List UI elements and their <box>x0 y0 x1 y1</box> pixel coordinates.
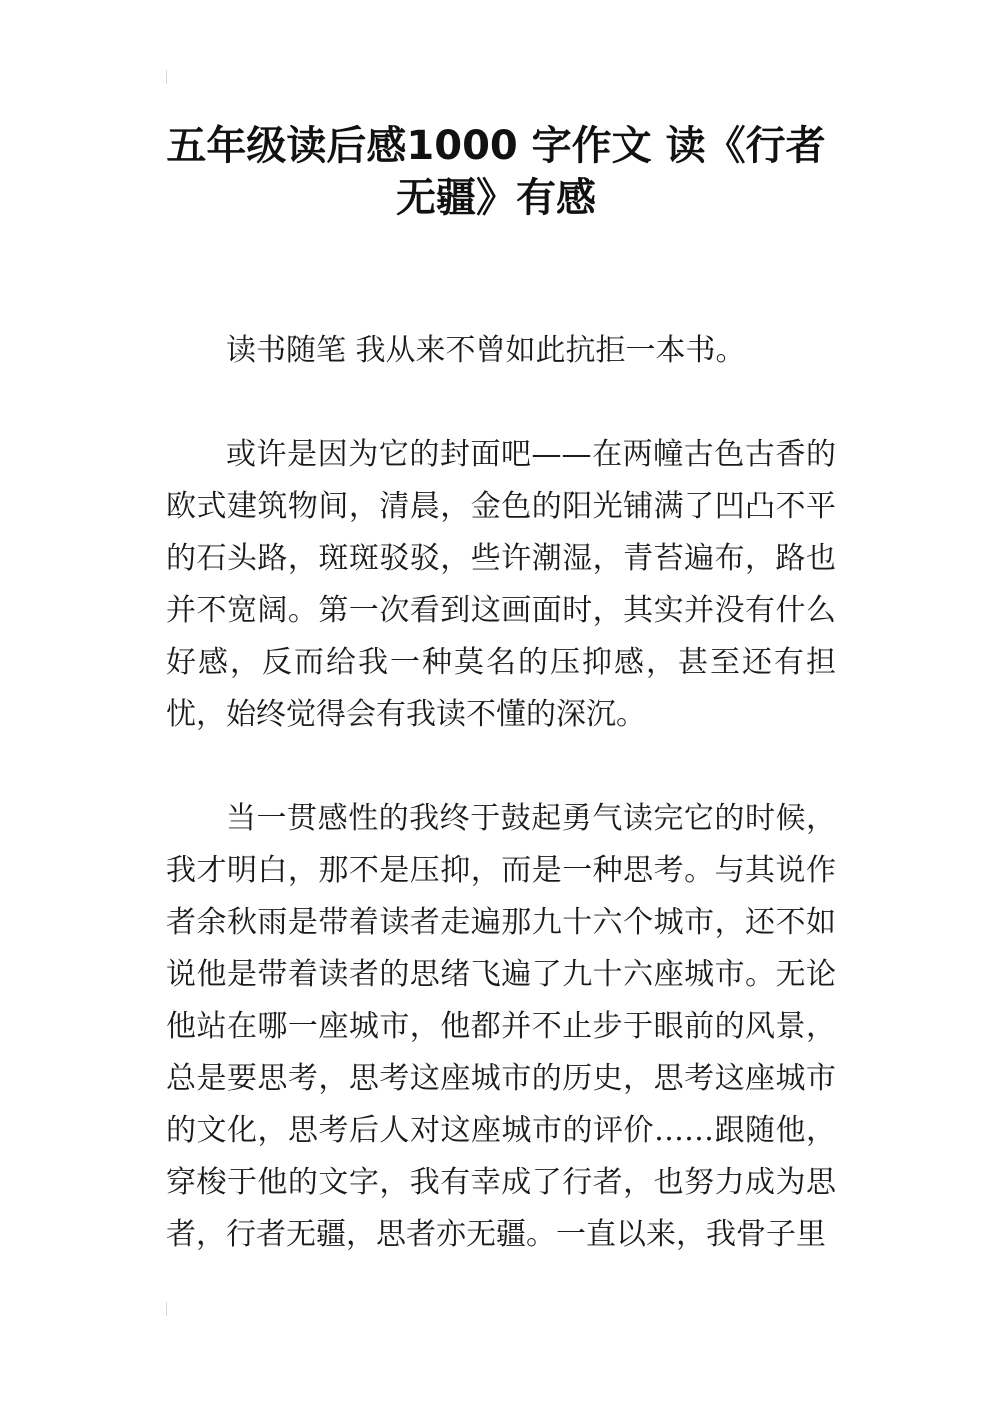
page-corner-mark-top <box>166 70 167 84</box>
document-body <box>166 325 836 1313</box>
paragraph-1: 读书随笔 我从来不曾如此抗拒一本书。 <box>226 333 746 368</box>
paragraph-3: 当一贯感性的我终于鼓起勇气读完它的时候，我才明白，那不是压抑，而是一种思考。与其说作者余秋雨是带着读者走遍那九十六个城市，还不如说他是带着读者的思绪飞遍了九十六座城市。无论他站在哪一座城市，他都并不止步于眼前的风景，总是要思考，思考这座城市的历史，思考这座城市的文化，思考后人对这座城市的评价……跟随他，穿梭于他的文字，我有幸成了行者，也努力成为思者，行者无疆，思者亦无疆。一直以来，我骨子里 <box>166 801 836 1252</box>
document-title: 五年级读后感1000 字作文 读《行者无疆》有感 <box>166 123 826 221</box>
paragraph-2: 或许是因为它的封面吧——在两幢古色古香的欧式建筑物间，清晨，金色的阳光铺满了凹凸不平的石头路，斑斑驳驳，些许潮湿，青苔遍布，路也并不宽阔。第一次看到这画面时，其实并没有什么好感，反而给我一种莫名的压抑感，甚至还有担忧，始终觉得会有我读不懂的深沉。 <box>166 437 836 732</box>
